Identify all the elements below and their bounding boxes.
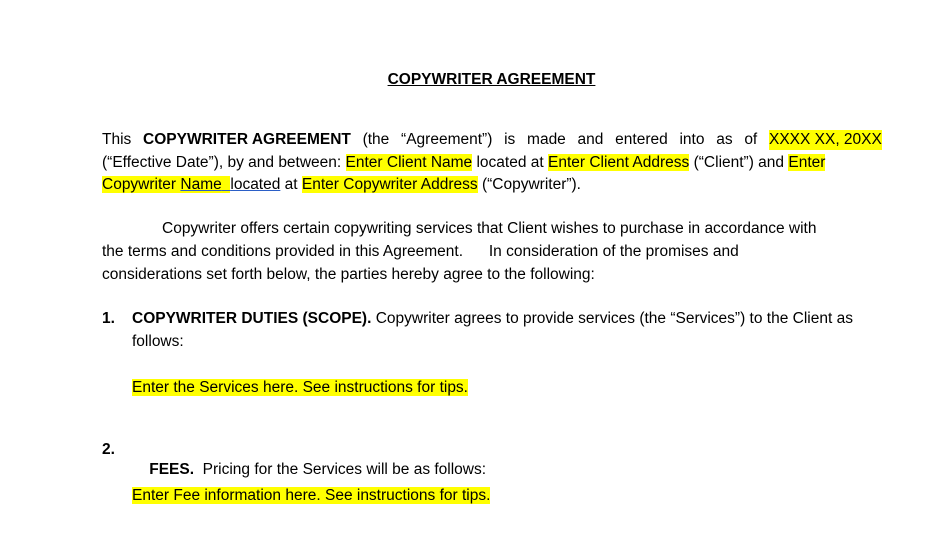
intro-line-2 <box>102 153 825 173</box>
client-name-placeholder[interactable]: Enter Client Name <box>345 154 473 171</box>
text: made <box>527 131 566 148</box>
recitals-line-3: considerations set forth below, the parties hereby agree to the following: <box>102 266 595 283</box>
copywriter-name-placeholder[interactable] <box>102 176 230 193</box>
text: as <box>716 131 733 148</box>
placeholder-text[interactable]: Enter Fee information here. See instructions for tips. <box>132 487 491 504</box>
recitals-line-2: the terms and conditions provided in this Agreement. In consideration of the promises and <box>102 243 739 260</box>
services-placeholder[interactable] <box>132 378 468 398</box>
section-heading: COPYWRITER DUTIES (SCOPE). <box>132 310 372 327</box>
text: “Agreement”) <box>401 131 493 148</box>
text: Pricing for the Services will be as follows: <box>194 461 487 478</box>
text: (“Copywriter”). <box>477 176 581 193</box>
text: located at <box>472 154 548 171</box>
text: This <box>102 131 132 148</box>
text: Copywriter <box>102 176 181 193</box>
spellcheck-flagged-word[interactable]: located <box>230 176 281 193</box>
text: (the <box>362 131 390 148</box>
section-number: 2. <box>102 441 115 458</box>
section-number: 1. <box>102 310 115 327</box>
text: Copywriter agrees to provide services (the “Services”) to the Client as <box>371 310 853 327</box>
copywriter-address-placeholder[interactable]: Enter Copywriter Address <box>301 176 478 193</box>
text: of <box>744 131 758 148</box>
text: (“Effective Date”), by and between: <box>102 154 346 171</box>
intro-line-1 <box>102 130 882 150</box>
copywriter-name-placeholder-start[interactable]: Enter <box>788 154 826 171</box>
section-1-line-2: follows: <box>132 333 184 350</box>
text: (“Client”) and <box>689 154 789 171</box>
text: at <box>280 176 302 193</box>
text: and <box>577 131 604 148</box>
text: is <box>504 131 516 148</box>
section-heading: FEES. <box>149 461 195 478</box>
client-address-placeholder[interactable]: Enter Client Address <box>548 154 690 171</box>
spellcheck-flagged-word[interactable]: Name <box>180 176 222 193</box>
placeholder-text[interactable]: Enter the Services here. See instructions for tips. <box>132 379 468 396</box>
recitals-line-1: Copywriter offers certain copywriting services that Client wishes to purchase in accordance with <box>162 220 817 237</box>
fees-placeholder[interactable] <box>132 486 490 506</box>
effective-date-placeholder[interactable]: XXXX XX, 20XX <box>768 131 882 148</box>
document-title: COPYWRITER AGREEMENT <box>387 71 596 88</box>
intro-line-3 <box>102 175 581 195</box>
text: into <box>679 131 705 148</box>
agreement-name-bold: COPYWRITER AGREEMENT <box>143 131 351 148</box>
section-1-line-1 <box>132 309 853 329</box>
text: entered <box>615 131 668 148</box>
